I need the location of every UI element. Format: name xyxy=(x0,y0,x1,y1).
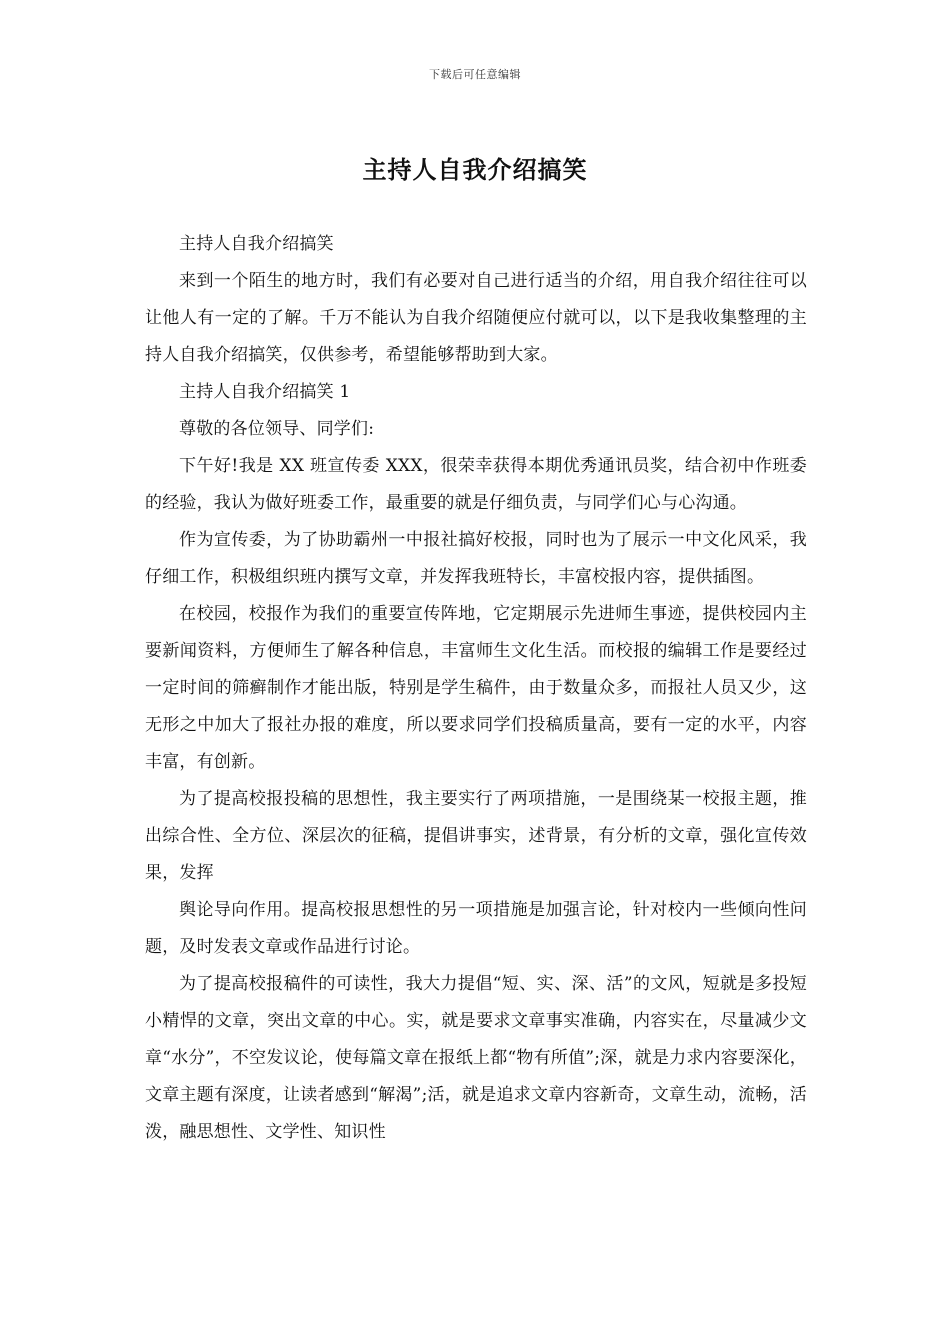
paragraph: 为了提高校报稿件的可读性，我大力提倡“短、实、深、活”的文风，短就是多投短小精悍的文章，突出文章的中心。实，就是要求文章事实准确，内容实在，尽量减少文章“水分”，不空发议论，使每篇文章在报纸上都“物有所值”;深，就是力求内容要深化，文章主题有深度，让读者感到“解渴”;活，就是追求文章内容新奇，文章生动，流畅，活泼，融思想性、文学性、知识性 xyxy=(145,974,807,1142)
paragraph: 下午好!我是 XX 班宣传委 XXX，很荣幸获得本期优秀通讯员奖，结合初中作班委的经验，我认为做好班委工作，最重要的就是仔细负责，与同学们心与心沟通。 xyxy=(145,456,807,513)
paragraph: 主持人自我介绍搞笑 xyxy=(179,234,334,254)
paragraph: 舆论导向作用。提高校报思想性的另一项措施是加强言论，针对校内一些倾向性问题，及时发表文章或作品进行讨论。 xyxy=(145,900,807,957)
paragraph: 来到一个陌生的地方时，我们有必要对自己进行适当的介绍，用自我介绍往往可以让他人有一定的了解。千万不能认为自我介绍随便应付就可以，以下是我收集整理的主持人自我介绍搞笑，仅供参考，希望能够帮助到大家。 xyxy=(145,271,807,365)
paragraph: 在校园，校报作为我们的重要宣传阵地，它定期展示先进师生事迹，提供校园内主要新闻资料，方便师生了解各种信息，丰富师生文化生活。而校报的编辑工作是要经过一定时间的筛癣制作才能出版，特别是学生稿件，由于数量众多，而报社人员又少，这无形之中加大了报社办报的难度，所以要求同学们投稿质量高，要有一定的水平，内容丰富，有创新。 xyxy=(145,604,807,772)
paragraph: 主持人自我介绍搞笑 1 xyxy=(179,382,351,402)
document-title: 主持人自我介绍搞笑 xyxy=(362,155,588,184)
document-body xyxy=(145,226,807,1151)
header-note: 下载后可任意编辑 xyxy=(429,68,521,81)
paragraph: 作为宣传委，为了协助霸州一中报社搞好校报，同时也为了展示一中文化风采，我仔细工作，积极组织班内撰写文章，并发挥我班特长，丰富校报内容，提供插图。 xyxy=(145,530,807,587)
paragraph: 尊敬的各位领导、同学们: xyxy=(179,419,375,439)
paragraph: 为了提高校报投稿的思想性，我主要实行了两项措施，一是围绕某一校报主题，推出综合性、全方位、深层次的征稿，提倡讲事实，述背景，有分析的文章，强化宣传效果，发挥 xyxy=(145,789,807,883)
